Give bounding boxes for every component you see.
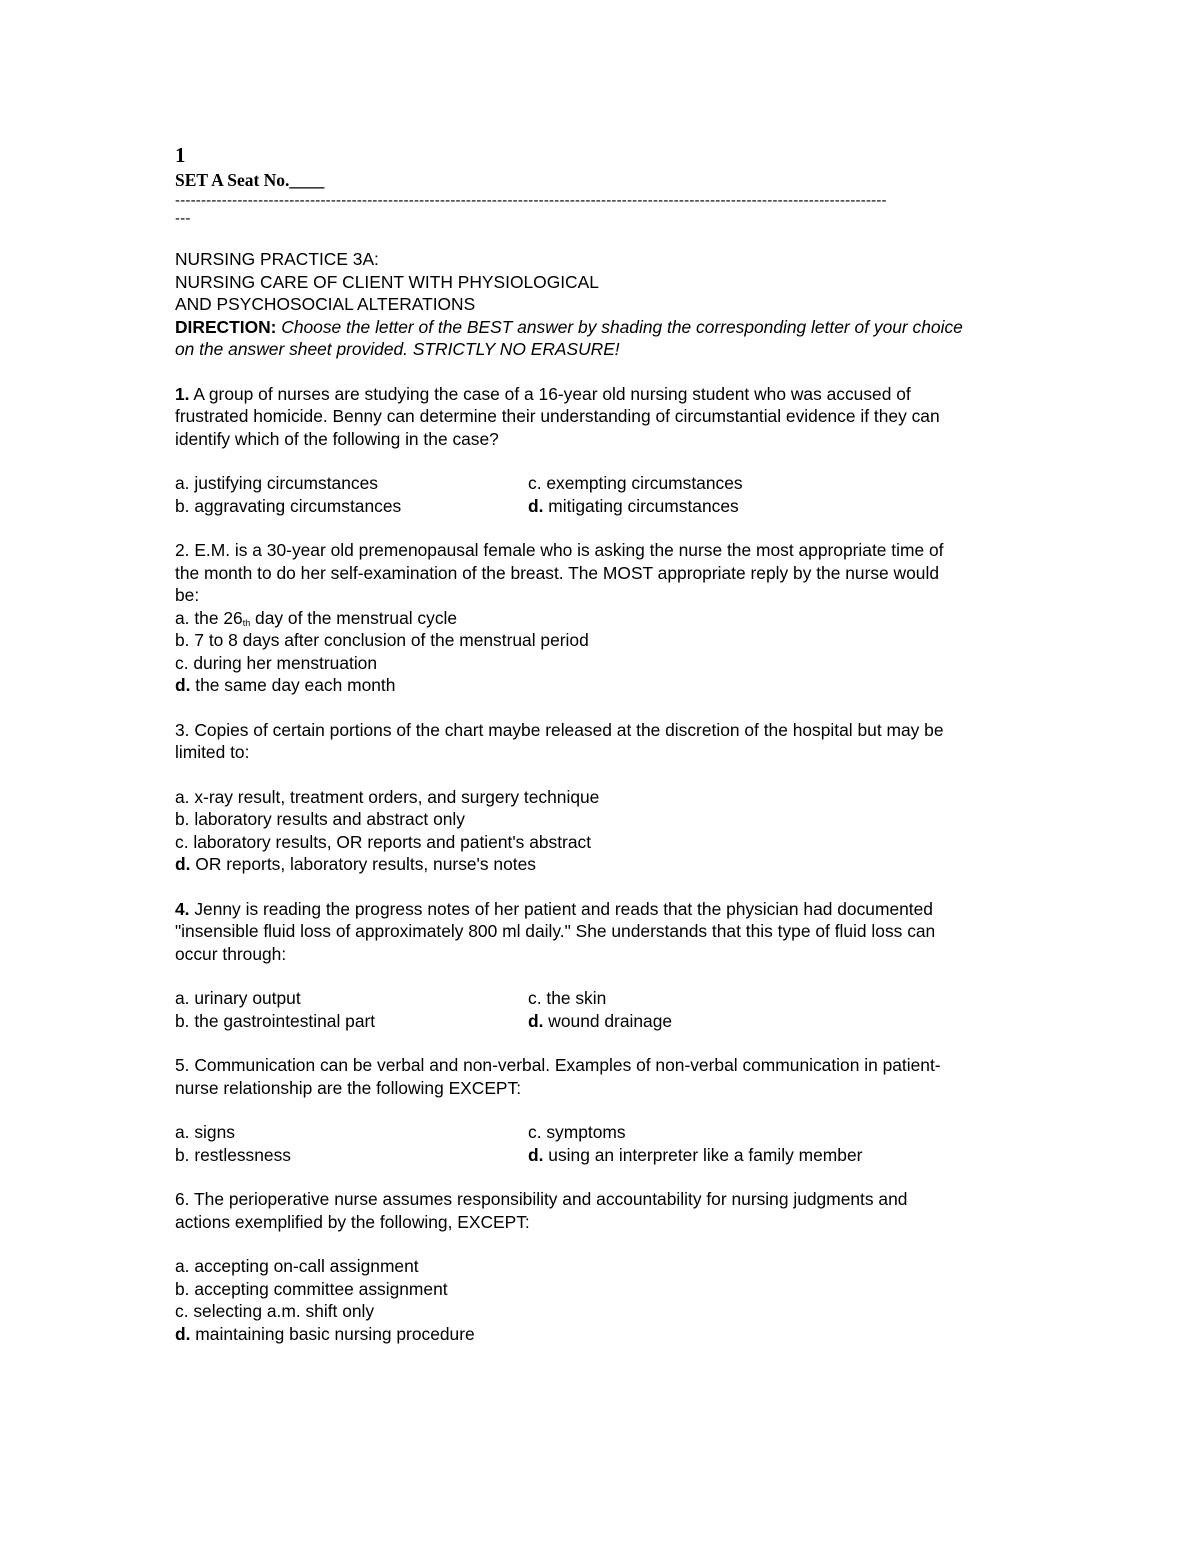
q4-stem-3: occur through:: [175, 943, 287, 964]
q1-option-d: [528, 495, 1025, 518]
question-5: [175, 1054, 1025, 1166]
direction-text-2: on the answer sheet provided. STRICTLY NO ERASURE!: [175, 339, 620, 359]
q1-option-c: c. exempting circumstances: [528, 473, 743, 493]
q3-stem-1: 3. Copies of certain portions of the chart maybe released at the discretion of the hospital but may be: [175, 719, 944, 740]
q4-option-d: [528, 1010, 1025, 1033]
question-3: [175, 719, 1025, 876]
q3-option-b: b. laboratory results and abstract only: [175, 809, 465, 829]
q4-option-a: a. urinary output: [175, 988, 301, 1008]
q4-options-row-1: [175, 987, 1025, 1010]
q6-option-b: b. accepting committee assignment: [175, 1278, 448, 1299]
direction-text-1: Choose the letter of the BEST answer by shading the corresponding letter of your choice: [276, 316, 963, 337]
direction-label: DIRECTION:: [175, 316, 277, 337]
exam-title: [175, 248, 1025, 316]
q1-stem-2: frustrated homicide. Benny can determine their understanding of circumstantial evidence if they can: [175, 406, 940, 426]
q1-stem-3: identify which of the following in the case?: [175, 428, 499, 449]
q3-stem-2: limited to:: [175, 742, 250, 762]
q2-option-a-pre: a. the 26: [175, 607, 243, 628]
q6-stem-2: actions exemplified by the following, EXCEPT:: [175, 1211, 530, 1232]
page-number: 1: [175, 143, 186, 167]
title-line-1: NURSING PRACTICE 3A:: [175, 249, 379, 269]
q2-option-c: c. during her menstruation: [175, 652, 378, 673]
q3-option-c: c. laboratory results, OR reports and patient's abstract: [175, 831, 592, 852]
q2-option-a-ordinal: th: [242, 617, 251, 628]
q2-option-a-post: day of the menstrual cycle: [250, 607, 458, 628]
q1-option-b: b. aggravating circumstances: [175, 495, 402, 516]
q6-option-c: c. selecting a.m. shift only: [175, 1301, 375, 1321]
q6-option-a: a. accepting on-call assignment: [175, 1256, 419, 1276]
question-6: [175, 1188, 1025, 1345]
q2-option-d: [175, 674, 1025, 697]
question-1: [175, 383, 1025, 518]
q1-option-d-text: mitigating circumstances: [543, 495, 739, 516]
q1-options-row-2: [175, 495, 1025, 518]
set-seat-line: SET A Seat No.____: [175, 170, 325, 190]
q5-option-d-label: d.: [528, 1144, 544, 1165]
dashed-rule: -----------------------------------------------------------------------------------------------------------------------------------------: [175, 192, 887, 209]
q6-option-d-text: maintaining basic nursing procedure: [190, 1323, 475, 1344]
q6-option-d-label: d.: [175, 1323, 191, 1344]
q2-option-b: b. 7 to 8 days after conclusion of the menstrual period: [175, 630, 589, 650]
q6-option-d: [175, 1323, 1025, 1346]
q2-option-d-label: d.: [175, 675, 191, 695]
q4-stem-2: "insensible fluid loss of approximately 800 ml daily." She understands that this type of fluid loss can: [175, 921, 936, 941]
q2-stem-2: the month to do her self-examination of the breast. The MOST appropriate reply by the nurse would: [175, 562, 939, 583]
q5-options-row-1: [175, 1121, 1025, 1144]
q3-option-d-label: d.: [175, 854, 191, 874]
q2-stem-1: 2. E.M. is a 30-year old premenopausal female who is asking the nurse the most appropriate time of: [175, 540, 944, 560]
q1-stem-1: A group of nurses are studying the case of a 16-year old nursing student who was accused of: [189, 383, 911, 404]
q5-option-a: a. signs: [175, 1122, 235, 1142]
q5-stem-2: nurse relationship are the following EXCEPT:: [175, 1077, 522, 1098]
title-line-3: AND PSYCHOSOCIAL ALTERATIONS: [175, 294, 476, 314]
direction-block: [175, 316, 1025, 361]
spacer: [175, 228, 1025, 248]
q5-option-d: [528, 1144, 1025, 1167]
q2-option-d-text: the same day each month: [190, 675, 396, 695]
q2-option-a: [175, 607, 1025, 630]
q4-options-row-2: [175, 1010, 1025, 1033]
q5-stem-1: 5. Communication can be verbal and non-verbal. Examples of non-verbal communication in patient-: [175, 1055, 941, 1075]
question-4: [175, 898, 1025, 1033]
q1-option-a: a. justifying circumstances: [175, 473, 378, 493]
question-2: [175, 539, 1025, 697]
q4-option-d-label: d.: [528, 1010, 544, 1031]
q4-option-c: c. the skin: [528, 988, 607, 1008]
q1-options-row-1: [175, 472, 1025, 495]
q4-option-b: b. the gastrointestinal part: [175, 1010, 376, 1031]
q3-option-a: a. x-ray result, treatment orders, and surgery technique: [175, 786, 600, 807]
q3-option-d: [175, 853, 1025, 876]
q5-option-d-text: using an interpreter like a family member: [543, 1144, 863, 1165]
dashed-rule-continuation: ---: [175, 210, 191, 227]
q6-stem-1: 6. The perioperative nurse assumes responsibility and accountability for nursing judgments and: [175, 1189, 908, 1209]
q4-option-d-text: wound drainage: [543, 1010, 673, 1031]
q5-option-b: b. restlessness: [175, 1144, 291, 1165]
title-line-2: NURSING CARE OF CLIENT WITH PHYSIOLOGICAL: [175, 271, 599, 292]
q1-option-d-label: d.: [528, 495, 544, 516]
q5-option-c: c. symptoms: [528, 1122, 626, 1142]
q5-options-row-2: [175, 1144, 1025, 1167]
page-content: [175, 142, 1025, 1345]
q3-option-d-text: OR reports, laboratory results, nurse's notes: [190, 854, 536, 874]
q4-stem-1: Jenny is reading the progress notes of her patient and reads that the physician had documented: [189, 898, 933, 919]
q2-stem-3: be:: [175, 585, 200, 605]
q1-number: 1.: [175, 383, 190, 404]
q4-number: 4.: [175, 898, 190, 919]
